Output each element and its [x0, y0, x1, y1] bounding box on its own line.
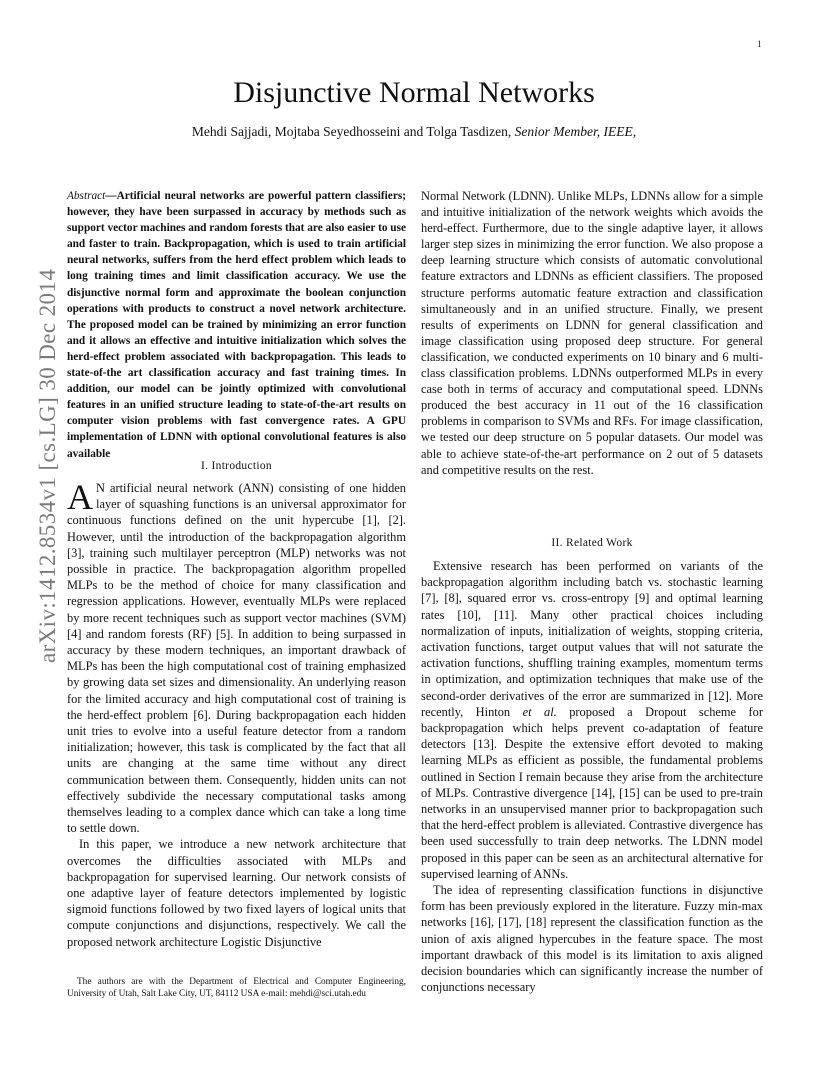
section-heading-introduction: I. Introduction	[201, 460, 272, 472]
related-paragraph-2: The idea of representing classification functions in disjunctive form has been previously explored in the literature. Fuzzy min-max networks [16], [17], [18] represent the classification function as the union of axis aligned hypercubes in the feature space. The most important drawback of this model is its limitation to axis aligned decision boundaries which can significantly increase the number of conjunctions necessary	[421, 883, 763, 995]
intro-paragraph-2: In this paper, we introduce a new network architecture that overcomes the difficulties associated with MLPs and backpropagation for supervised learning. Our network consists of one adaptive layer of feature detectors implemented by logistic sigmoid functions followed by two fixed layers of logical units that compute conjunctions and disjunctions, respectively. We call the proposed network architecture Logistic Disjunctive	[67, 837, 406, 949]
paper-title: Disjunctive Normal Networks	[233, 76, 595, 109]
related-p1-part-b: proposed a Dropout scheme for backpropagation which helps prevent co-adaptation of feature detectors [13]. Despite the extensive effort devoted to making learning MLPs as efficient as possible, the fundamental problems outlined in Section I remain because they arise from the architecture of MLPs. Contrastive divergence [14], [15] can be used to pre-train networks in an unsupervised manner prior to backpropagation such that the herd-effect problem is alleviated. Contrastive divergence has been used successfully to train deep networks. The LDNN model proposed in this paper can be seen as an architectural alternative for supervised learning of ANNs.	[421, 704, 763, 881]
abstract-label: Abstract	[67, 190, 106, 202]
footnote	[67, 976, 406, 1000]
intro-paragraph-1-text: N artificial neural network (ANN) consisting of one hidden layer of squashing functions is an universal approximator for continuous functions defined on the unit hypercube [1], [2]. However, until the introduction of the backpropagation algorithm [3], training such multilayer perceptron (MLP) networks was not possible in practice. The backpropagation algorithm propelled MLPs to be the method of choice for many classification and regression applications. However, eventually MLPs were replaced by more recent techniques such as support vector machines (SVM) [4] and random forests (RF) [5]. In addition to being surpassed in accuracy by these modern techniques, an important drawback of MLPs has been the high computational cost of training emphasized by growing data set sizes and dimensionality. An underlying reason for the limited accuracy and high computational cost of training is the herd-effect problem [6]. During backpropagation each hidden unit tries to evolve into a useful feature detector from a random initialization; however, this task is complicated by the fact that all units are changing at the same time without any direct communication between them. Consequently, hidden units can not effectively subdivide the necessary computational tasks among themselves leading to a complex dance which can take a long time to settle down.	[67, 481, 406, 836]
footnote-text: The authors are with the Department of Electrical and Computer Engineering, University of Utah, Salt Lake City, UT, 84112 USA e-mail: mehdi@sci.utah.edu	[67, 977, 406, 999]
section-heading-related-work: II. Related Work	[551, 537, 633, 549]
abstract	[67, 188, 406, 462]
author-suffix: Senior Member, IEEE,	[514, 124, 637, 139]
related-paragraph-1	[421, 558, 763, 882]
intro-paragraph-cont: Normal Network (LDNN). Unlike MLPs, LDNNs allow for a simple and intuitive initialization of the network weights which avoids the herd-effect. Furthermore, due to the single adaptive layer, it allows larger step sizes in minimizing the error function. We also propose a deep learning structure which consists of automatic convolutional feature extractors and LDNNs as efficient classifiers. The proposed structure performs automatic feature extraction and classification simultaneously and in an unified structure. Finally, we present results of experiments on LDNN for general classification and image classification using proposed deep structure. For general classification, we conducted experiments on 10 binary and 6 multi-class classification problems. LDNNs outperformed MLPs in every case both in terms of accuracy and computational speed. LDNNs produced the best accuracy in 11 out of the 16 classification problems in comparison to SVMs and RFs. For image classification, we tested our deep structure on 5 popular datasets. Our model was able to achieve state-of-the-art performance on 2 out of 5 datasets and competitive results on the rest.	[421, 189, 763, 477]
related-etal: et al.	[522, 704, 557, 719]
page-number: 1	[757, 39, 762, 49]
intro-continuation	[421, 188, 763, 478]
arxiv-identifier: arXiv:1412.8534v1 [cs.LG] 30 Dec 2014	[35, 268, 60, 663]
abstract-text: —Artificial neural networks are powerful pattern classifiers; however, they have been surpassed in accuracy by methods such as support vector machines and random forests that are also easier to use and faster to train. Backpropagation, which is used to train artificial neural networks, suffers from the herd effect problem which leads to long training times and limit classification accuracy. We use the disjunctive normal form and approximate the boolean conjunction operations with products to construct a novel network architecture. The proposed model can be trained by minimizing an error function and it allows an effective and intuitive initialization which solves the herd-effect problem associated with backpropagation. This leads to state-of-the art classification accuracy and fast training times. In addition, our model can be jointly optimized with convolutional features in an unified structure leading to state-of-the-art results on computer vision problems with fast convergence rates. A GPU implementation of LDNN with optional convolutional features is also available	[67, 190, 406, 460]
author-line	[0, 124, 828, 140]
intro-paragraph-1	[67, 477, 406, 836]
author-names: Mehdi Sajjadi, Mojtaba Seyedhosseini and Tolga Tasdizen,	[191, 124, 512, 139]
drop-cap: A	[67, 477, 93, 517]
related-p1-part-a: Extensive research has been performed on variants of the backpropagation algorithm including batch vs. stochastic learning [7], [8], squared error vs. cross-entropy [9] and optimal learning rates [10], [11]. Many other practical choices including normalization of inputs, initialization of weights, stopping criteria, activation functions, target output values that will not saturate the activation functions, shuffling training examples, momentum terms in optimization, and optimization techniques that make use of the second-order derivatives of the error are summarized in [12]. More recently, Hinton	[421, 559, 763, 719]
related-work-body	[421, 558, 763, 995]
introduction-body	[67, 477, 406, 950]
